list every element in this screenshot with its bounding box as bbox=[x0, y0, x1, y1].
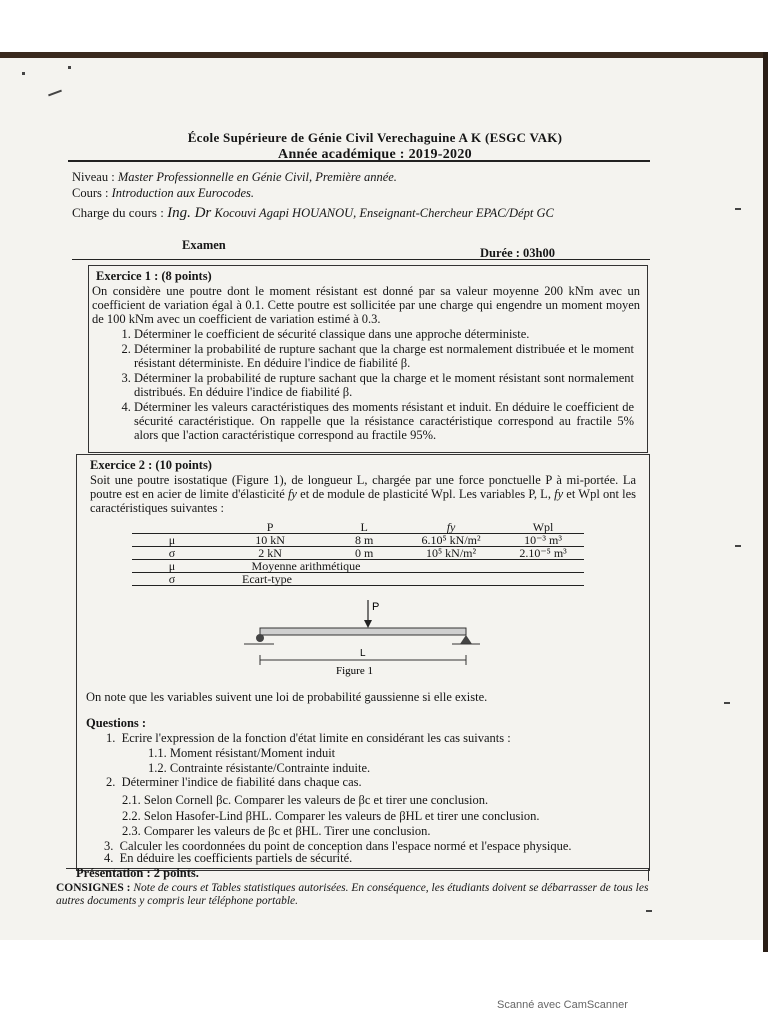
beam-figure bbox=[240, 598, 480, 678]
academic-year: Année académique : 2019-2020 bbox=[278, 147, 472, 162]
charge-value: Kocouvi Agapi HOUANOU, Enseignant-Chercheur EPAC/Dépt GC bbox=[214, 206, 554, 220]
table-cell: 10⁻³ m³ bbox=[502, 534, 584, 547]
consignes-label: CONSIGNES : bbox=[56, 882, 134, 894]
gaussian-note: On note que les variables suivent une loi de probabilité gaussienne si elle existe. bbox=[86, 690, 488, 704]
exercise1-q1: 1. Déterminer le coefficient de sécurité classique dans une approche déterministe. bbox=[134, 327, 634, 341]
niveau-line bbox=[72, 170, 397, 185]
cours-line bbox=[72, 186, 254, 201]
scan-speck bbox=[735, 545, 741, 547]
table-symbol: σ bbox=[132, 547, 212, 560]
variables-table bbox=[132, 521, 584, 586]
question-2 bbox=[106, 776, 362, 790]
load-label: P bbox=[372, 601, 380, 613]
scanner-watermark: Scanné avec CamScanner bbox=[497, 999, 628, 1011]
table-symbol: μ bbox=[132, 560, 212, 573]
exercise2-intro bbox=[90, 473, 636, 515]
table-cell: 2.10⁻⁵ m³ bbox=[502, 547, 584, 560]
wpl-symbol-2: Wpl bbox=[578, 487, 600, 501]
exercise1-title: Exercice 1 : (8 points) bbox=[96, 269, 212, 283]
table-cell: 10⁵ kN/m² bbox=[400, 547, 502, 560]
exercise1-q4: 4. Déterminer les valeurs caractéristiques des moments résistant et induit. En déduire le coefficient de sécurité caractéristique. On rappelle que la résistance caractéristique correspond au fractile 5% alors que l'action caractéristique correspond au fractile 95%. bbox=[134, 400, 634, 442]
exercise2-intro-d: et bbox=[563, 487, 579, 501]
question-1-2: 1.2. Contrainte résistante/Contrainte induite. bbox=[148, 761, 371, 775]
table-header-row bbox=[132, 521, 584, 534]
scan-speck bbox=[646, 910, 652, 912]
roller-support bbox=[460, 635, 472, 644]
presentation-points: Présentation : 2 points. bbox=[76, 866, 199, 880]
exercise2-intro-e: ont les caractéristiques suivantes : bbox=[90, 487, 637, 515]
exam-title: Examen bbox=[182, 238, 226, 252]
beam bbox=[260, 628, 466, 635]
header-divider bbox=[68, 160, 650, 162]
fy-symbol: fy bbox=[287, 487, 297, 501]
question-number: 4. bbox=[104, 851, 114, 865]
table-cell: 0 m bbox=[328, 547, 400, 560]
scan-speck bbox=[22, 72, 25, 75]
table-corner bbox=[132, 521, 212, 534]
exercise2-intro-c: . Les variables P, L, bbox=[452, 487, 555, 501]
question-text: Calculer les coordonnées du point de conception dans l'espace normé et l'espace physique. bbox=[119, 839, 572, 853]
consignes bbox=[56, 882, 652, 908]
question-text: Déterminer l'indice de fiabilité dans chaque cas. bbox=[121, 775, 362, 789]
question-number: 1. bbox=[106, 731, 116, 745]
scan-speck bbox=[724, 702, 730, 704]
table-legend-text: Moyenne arithmétique bbox=[212, 560, 400, 573]
question-2-2: 2.2. Selon Hasofer-Lind βHL. Comparer les valeurs de βHL et tirer une conclusion. bbox=[122, 809, 540, 823]
table-header-cell: fy bbox=[400, 521, 502, 534]
questions-title: Questions : bbox=[86, 716, 147, 730]
table-legend-blank bbox=[400, 573, 584, 586]
table-header-cell: Wpl bbox=[502, 521, 584, 534]
table-legend-row bbox=[132, 560, 584, 573]
charge-signature: Ing. Dr bbox=[167, 205, 212, 221]
niveau-label: Niveau : bbox=[72, 170, 118, 184]
table-symbol: μ bbox=[132, 534, 212, 547]
fy-symbol-2: fy bbox=[554, 487, 564, 501]
load-arrow-head bbox=[364, 620, 372, 628]
table-cell: 10 kN bbox=[212, 534, 328, 547]
pin-support bbox=[256, 634, 264, 642]
niveau-value: Master Professionnelle en Génie Civil, Première année. bbox=[117, 170, 397, 184]
exercise1-questions bbox=[94, 327, 634, 443]
table-cell: 8 m bbox=[328, 534, 400, 547]
charge-line bbox=[72, 205, 554, 222]
cours-label: Cours : bbox=[72, 186, 112, 200]
figure-caption: Figure 1 bbox=[336, 665, 373, 677]
exam-divider bbox=[72, 259, 650, 260]
table-legend-row bbox=[132, 573, 584, 586]
table-header-cell: L bbox=[328, 521, 400, 534]
exercise2-intro-a: Soit une poutre isostatique (Figure 1), de longueur L, chargée par une force ponctuelle P à mi-portée. La poutre est en acier de limite d'élasticité bbox=[90, 473, 636, 501]
question-number: 3. bbox=[104, 839, 114, 853]
exercise1-q3: 3. Déterminer la probabilité de rupture sachant que la charge et le moment résistant sont normalement distribués. En déduire l'indice de fiabilité β. bbox=[134, 371, 634, 399]
length-label: L bbox=[360, 648, 366, 659]
page-right-edge bbox=[763, 52, 768, 952]
question-2-1: 2.1. Selon Cornell βc. Comparer les valeurs de βc et tirer une conclusion. bbox=[122, 793, 489, 807]
table-row bbox=[132, 534, 584, 547]
question-1 bbox=[106, 732, 511, 746]
question-number: 2. bbox=[106, 775, 116, 789]
table-row bbox=[132, 547, 584, 560]
question-4 bbox=[104, 852, 352, 866]
cours-value: Introduction aux Eurocodes. bbox=[111, 186, 255, 200]
scan-speck bbox=[68, 66, 71, 69]
charge-label: Charge du cours : bbox=[72, 205, 168, 220]
question-1-1: 1.1. Moment résistant/Moment induit bbox=[148, 746, 336, 760]
question-text: En déduire les coefficients partiels de sécurité. bbox=[119, 851, 353, 865]
question-text: Ecrire l'expression de la fonction d'état limite en considérant les cas suivants : bbox=[121, 731, 511, 745]
page-top-edge bbox=[0, 52, 768, 58]
table-legend-blank bbox=[400, 560, 584, 573]
consignes-text: Note de cours et Tables statistiques autorisées. En conséquence, les étudiants doivent se débarrasser de tous les autres documents y compris leur téléphone portable. bbox=[56, 882, 649, 907]
question-2-3: 2.3. Comparer les valeurs de βc et βHL. Tirer une conclusion. bbox=[122, 824, 431, 838]
exercise2-intro-b: et de module de plasticité bbox=[296, 487, 431, 501]
school-name: École Supérieure de Génie Civil Verechaguine A K (ESGC VAK) bbox=[187, 130, 563, 145]
table-legend-text: Ecart-type bbox=[212, 573, 400, 586]
table-cell: 2 kN bbox=[212, 547, 328, 560]
table-header-cell: P bbox=[212, 521, 328, 534]
exercise1-intro: On considère une poutre dont le moment résistant est donné par sa valeur moyenne 200 kNm avec un coefficient de variation égal à 0.1. Cette poutre est sollicitée par une charge qui engendre un moment moyen de 100 kNm avec un coefficient de variation estimé à 0.3. bbox=[92, 284, 640, 326]
scan-speck bbox=[735, 208, 741, 210]
table-cell: 6.10⁵ kN/m² bbox=[400, 534, 502, 547]
exercise2-title: Exercice 2 : (10 points) bbox=[90, 458, 212, 472]
table-symbol: σ bbox=[132, 573, 212, 586]
exam-duration: Durée : 03h00 bbox=[480, 246, 555, 260]
wpl-symbol: Wpl bbox=[431, 487, 453, 501]
exercise1-q2: 2. Déterminer la probabilité de rupture sachant que la charge est normalement distribuée et le moment résistant déterministe. En déduire l'indice de fiabilité β. bbox=[134, 342, 634, 370]
